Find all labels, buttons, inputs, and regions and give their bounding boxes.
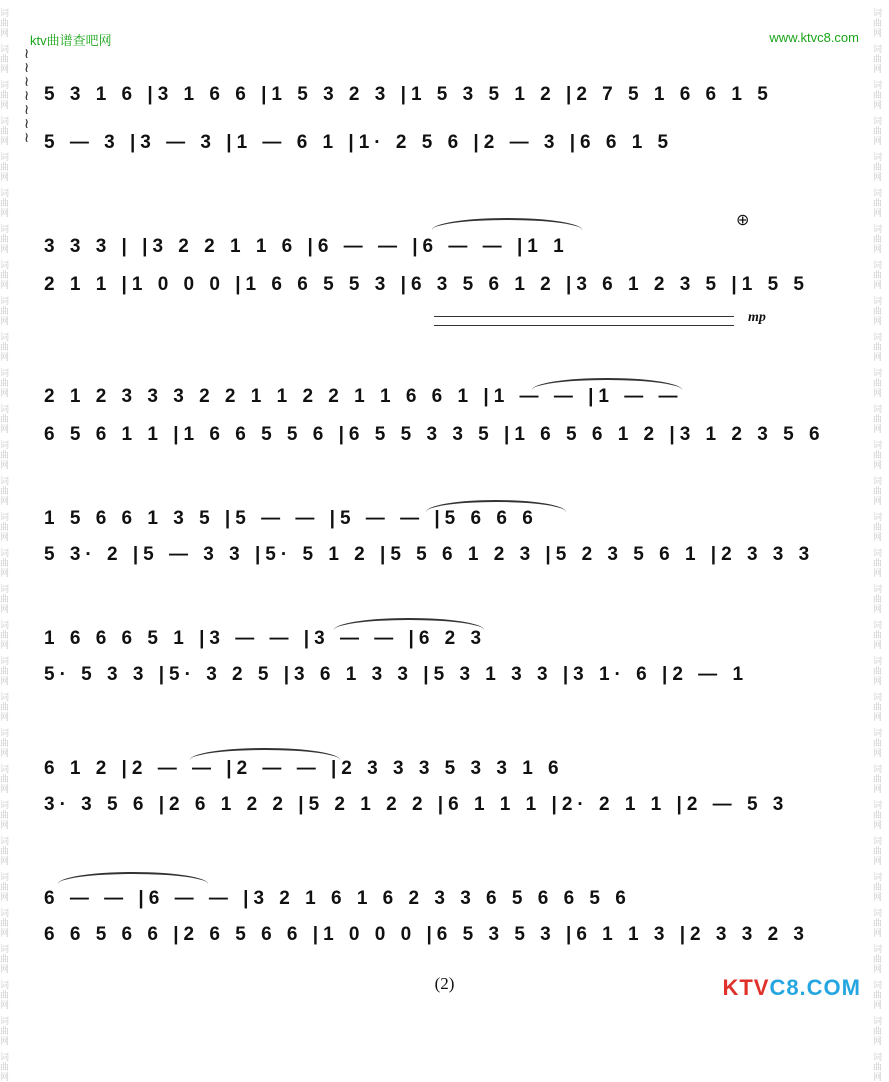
score-line-lower: 5 — 3 |3 — 3 |1 — 6 1 |1· 2 5 6 |2 — 3 |6 6 1 5	[44, 132, 674, 153]
score-line-upper: 6 1 2 |2 — — |2 — — |2 3 3 3 5 3 3 1 6	[44, 758, 564, 779]
score-line-upper: 3 3 3 | |3 2 2 1 1 6 |6 — — |6 — — |1 1	[44, 236, 569, 257]
dynamic-mark: mp	[748, 310, 766, 325]
watermark-bottom-logo: KTVC8.COM	[722, 975, 861, 1000]
score-line-lower: 5 3· 2 |5 — 3 3 |5· 5 1 2 |5 5 6 1 2 3 |5 2 3 5 6 1 |2 3 3 3	[44, 544, 815, 565]
score-line-lower: 5· 5 3 3 |5· 3 2 5 |3 6 1 3 3 |5 3 1 3 3 |3 1· 6 |2 — 1	[44, 664, 749, 685]
score-line-upper: 6 — — |6 — — |3 2 1 6 1 6 2 3 3 6 5 6 6 5 6	[44, 888, 631, 909]
score-row	[20, 290, 850, 445]
score-line-lower: 3· 3 5 6 |2 6 1 2 2 |5 2 1 2 2 |6 1 1 1 |2· 2 1 1 |2 — 5 3	[44, 794, 789, 815]
score-line-lower: 6 6 5 6 6 |2 6 5 6 6 |1 0 0 0 |6 5 3 5 3 |6 1 1 3 |2 3 3 2 3	[44, 924, 809, 945]
jianpu-score	[20, 40, 850, 960]
watermark-top-right: www.ktvc8.com	[769, 30, 859, 45]
score-row	[20, 420, 850, 565]
coda-mark: ⊕	[736, 212, 750, 229]
score-row	[20, 40, 850, 160]
score-row	[20, 170, 850, 325]
score-line-upper: 2 1 2 3 3 3 2 2 1 1 2 2 1 1 6 6 1 |1 — — |1 — —	[44, 386, 683, 407]
score-row	[20, 800, 850, 945]
watermark-top-left: ktv曲谱查吧网	[30, 33, 112, 48]
side-watermark-left: 词曲网 词曲网 词曲网 词曲网 词曲网 词曲网 词曲网 词曲网 词曲网 词曲网 词曲网 词曲网 词曲网 词曲网 词曲网 词曲网 词曲网 词曲网 词曲网 词曲网 词曲网 词曲网 词曲网 词曲网 词曲网 词曲网 词曲网 词曲网 词曲网 词曲网	[0, 8, 10, 1082]
score-line-upper: 1 5 6 6 1 3 5 |5 — — |5 — — |5 6 6 6	[44, 508, 538, 529]
score-row	[20, 670, 850, 815]
arpeggio-mark: ≀ ≀ ≀ ≀ ≀ ≀ ≀	[24, 45, 30, 145]
score-line-lower: 2 1 1 |1 0 0 0 |1 6 6 5 5 3 |6 3 5 6 1 2 |3 6 1 2 3 5 |1 5 5	[44, 274, 809, 295]
score-line-upper: 5 3 1 6 |3 1 6 6 |1 5 3 2 3 |1 5 3 5 1 2 |2 7 5 1 6 6 1 5	[44, 84, 773, 105]
score-line-upper: 1 6 6 6 5 1 |3 — — |3 — — |6 2 3	[44, 628, 487, 649]
score-line-lower: 6 5 6 1 1 |1 6 6 5 5 6 |6 5 5 3 3 5 |1 6 5 6 1 2 |3 1 2 3 5 6	[44, 424, 825, 445]
side-watermark-right: 词曲网 词曲网 词曲网 词曲网 词曲网 词曲网 词曲网 词曲网 词曲网 词曲网 词曲网 词曲网 词曲网 词曲网 词曲网 词曲网 词曲网 词曲网 词曲网 词曲网 词曲网 词曲网 词曲网 词曲网 词曲网 词曲网 词曲网 词曲网 词曲网 词曲网	[873, 8, 883, 1082]
page-number: (2)	[434, 974, 455, 993]
score-row	[20, 540, 850, 685]
